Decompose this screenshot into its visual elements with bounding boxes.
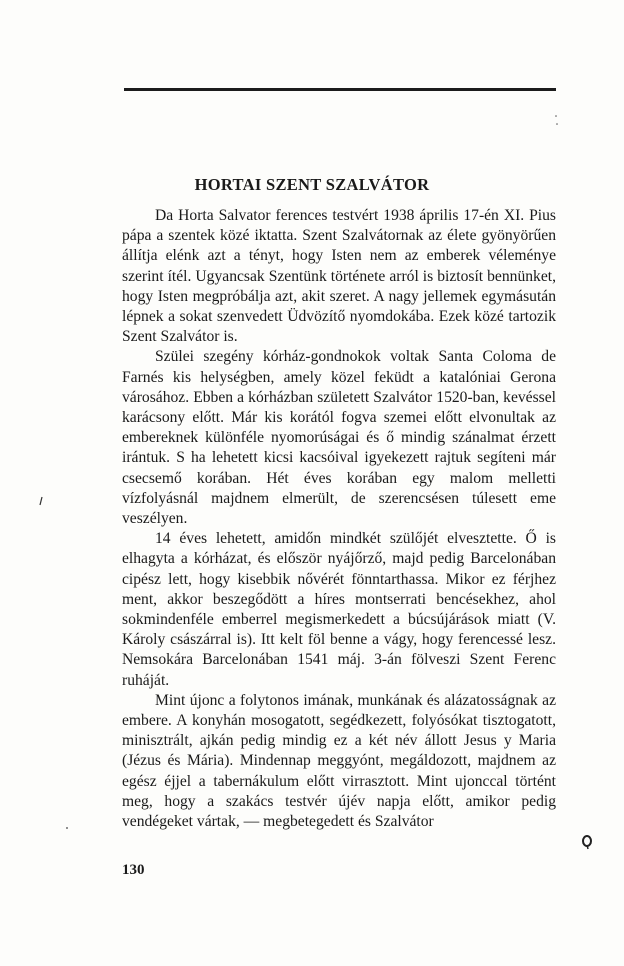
paragraph: Da Horta Salvator ferences testvért 1938 április 17-én XI. Pius pápa a szentek közé iktatta. Szent Szalvátornak az élete gyönyörűen állítja elénk azt a tényt, hogy Isten nem az emberek véleménye szerint ítél. Ugyancsak Szentünk története arról is biztosít bennünket, hogy Isten megpróbálja azt, akit szeret. A nagy jellemek egymásután lépnek a sokat szenvedett Üdvözítő nyomdokába. Ezek közé tartozik Szent Szalvátor is. [122,207,556,346]
margin-ink-mark [62,822,72,838]
top-rule [124,88,556,91]
body-text [122,206,556,832]
paragraph: Szülei szegény kórház-gondnokok voltak Santa Coloma de Farnés kis helységben, amely közel feküdt a katalóniai Gerona városához. Ebben a kórházban született Szalvátor 1520-ban, kevéssel karácsony előtt. Már kis korától fogva szemei előtt elvonultak az embereknek különféle nyomorúságai és ő mindig szánalmat érzett irántuk. S ha lehetett kicsi kacsóival igyekezett rajtuk segíteni már csecsemő korában. Hét éves korában egy malom melletti vízfolyásnál majdnem elmerült, de szerencsésen túlesett eme veszélyen. [122,348,556,528]
paragraph: 14 éves lehetett, amidőn mindkét szülőjét elvesztette. Ő is elhagyta a kórházat, és először nyájőrző, majd pedig Barcelonában cipész lett, hogy kisebbik nővérét fönntarthassa. Mikor ez férjhez ment, akkor beszegődött a híres montserrati bencésekhez, ahol sokmindenféle emberrel megismerkedett a búcsújárások miatt (V. Károly császárral is). Itt kelt föl benne a vágy, hogy ferencessé lesz. Nemsokára Barcelonában 1541 máj. 3-án fölveszi Szent Ferenc ruháját. [122,530,556,689]
paragraph: Mint újonc a folytonos imának, munkának és alázatosságnak az embere. A konyhán mosogatott, segédkezett, folyósókat tisztogatott, minisztrált, ajkán pedig mindig ez a két név állott Jesus y Maria (Jézus és Mária). Mindennap meggyónt, megáldozott, majdnem az egész éjjel a tabernákulum előtt virrasztott. Mint ujonccal történt meg, hogy a szakács testvér újév napja előtt, amikor pedig vendégeket vártak, — megbetegedett és Szalvátor [122,691,556,831]
margin-ink-mark [36,494,46,510]
page-number: 130 [122,862,145,878]
margin-ink-mark [552,112,562,128]
chapter-title: HORTAI SZENT SZALVÁTOR [194,175,430,194]
margin-ink-mark [582,834,592,850]
